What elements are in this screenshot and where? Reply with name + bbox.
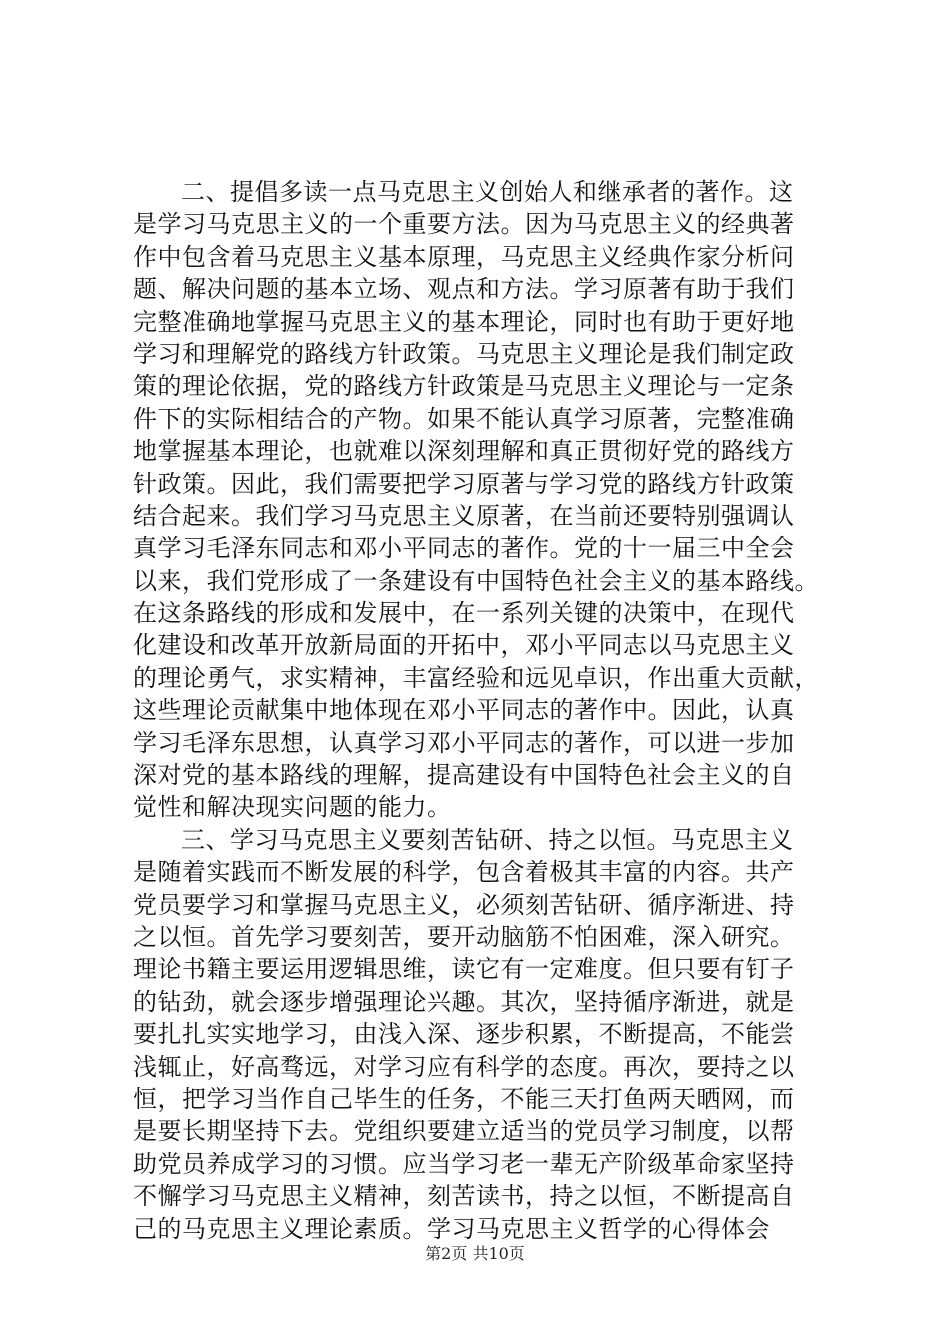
text-line: 深对党的基本路线的理解，提高建设有中国特色社会主义的自 xyxy=(133,761,795,790)
text-line: 完整准确地掌握马克思主义的基本理论，同时也有助于更好地 xyxy=(133,307,795,336)
text-line: 是要长期坚持下去。党组织要建立适当的党员学习制度，以帮 xyxy=(133,1117,795,1146)
text-line: 己的马克思主义理论素质。学习马克思主义哲学的心得体会 xyxy=(133,1214,770,1243)
text-line: 题、解决问题的基本立场、观点和方法。学习原著有助于我们 xyxy=(133,275,795,304)
text-line: 党员要学习和掌握马克思主义，必须刻苦钻研、循序渐进、持 xyxy=(133,890,795,919)
text-line: 化建设和改革开放新局面的开拓中，邓小平同志以马克思主义 xyxy=(133,631,795,660)
text-line: 浅辄止，好高骛远，对学习应有科学的态度。再次，要持之以 xyxy=(133,1052,795,1081)
text-line: 真学习毛泽东同志和邓小平同志的著作。党的十一届三中全会 xyxy=(133,534,795,563)
text-line: 是学习马克思主义的一个重要方法。因为马克思主义的经典著 xyxy=(133,210,795,239)
text-line: 恒，把学习当作自己毕生的任务，不能三天打鱼两天晒网，而 xyxy=(133,1084,795,1113)
text-line: 助党员养成学习的习惯。应当学习老一辈无产阶级革命家坚持 xyxy=(133,1149,795,1178)
text-line: 的钻劲，就会逐步增强理论兴趣。其次，坚持循序渐进，就是 xyxy=(133,987,795,1016)
text-line: 不懈学习马克思主义精神，刻苦读书，持之以恒，不断提高自 xyxy=(133,1182,795,1211)
text-line: 以来，我们党形成了一条建设有中国特色社会主义的基本路线。 xyxy=(133,566,819,595)
text-line: 理论书籍主要运用逻辑思维，读它有一定难度。但只要有钉子 xyxy=(133,955,795,984)
document-body xyxy=(133,176,817,1245)
text-line: 三、学习马克思主义要刻苦钻研、持之以恒。马克思主义 xyxy=(181,825,794,854)
text-line: 结合起来。我们学习马克思主义原著，在当前还要特别强调认 xyxy=(133,501,795,530)
text-line: 之以恒。首先学习要刻苦，要开动脑筋不怕困难，深入研究。 xyxy=(133,922,795,951)
text-line: 针政策。因此，我们需要把学习原著与学习党的路线方针政策 xyxy=(133,469,795,498)
text-line: 二、提倡多读一点马克思主义创始人和继承者的著作。这 xyxy=(181,178,794,206)
text-line: 地掌握基本理论，也就难以深刻理解和真正贯彻好党的路线方 xyxy=(133,437,795,466)
text-line: 学习和理解党的路线方针政策。马克思主义理论是我们制定政 xyxy=(133,339,795,368)
page-number-label: 第2页 共10页 xyxy=(425,1244,525,1263)
text-line: 是随着实践而不断发展的科学，包含着极其丰富的内容。共产 xyxy=(133,858,795,887)
text-line: 的理论勇气，求实精神，丰富经验和远见卓识，作出重大贡献， xyxy=(133,663,819,692)
text-line: 觉性和解决现实问题的能力。 xyxy=(133,793,452,822)
text-line: 学习毛泽东思想，认真学习邓小平同志的著作，可以进一步加 xyxy=(133,728,795,757)
text-line: 件下的实际相结合的产物。如果不能认真学习原著，完整准确 xyxy=(133,404,795,433)
text-line: 这些理论贡献集中地体现在邓小平同志的著作中。因此，认真 xyxy=(133,696,795,725)
page-footer xyxy=(0,1244,950,1264)
text-line: 策的理论依据，党的路线方针政策是马克思主义理论与一定条 xyxy=(133,372,795,401)
text-line: 作中包含着马克思主义基本原理，马克思主义经典作家分析问 xyxy=(133,242,795,271)
text-line: 要扎扎实实地学习，由浅入深、逐步积累，不断提高，不能尝 xyxy=(133,1020,795,1049)
text-line: 在这条路线的形成和发展中，在一系列关键的决策中，在现代 xyxy=(133,599,795,628)
